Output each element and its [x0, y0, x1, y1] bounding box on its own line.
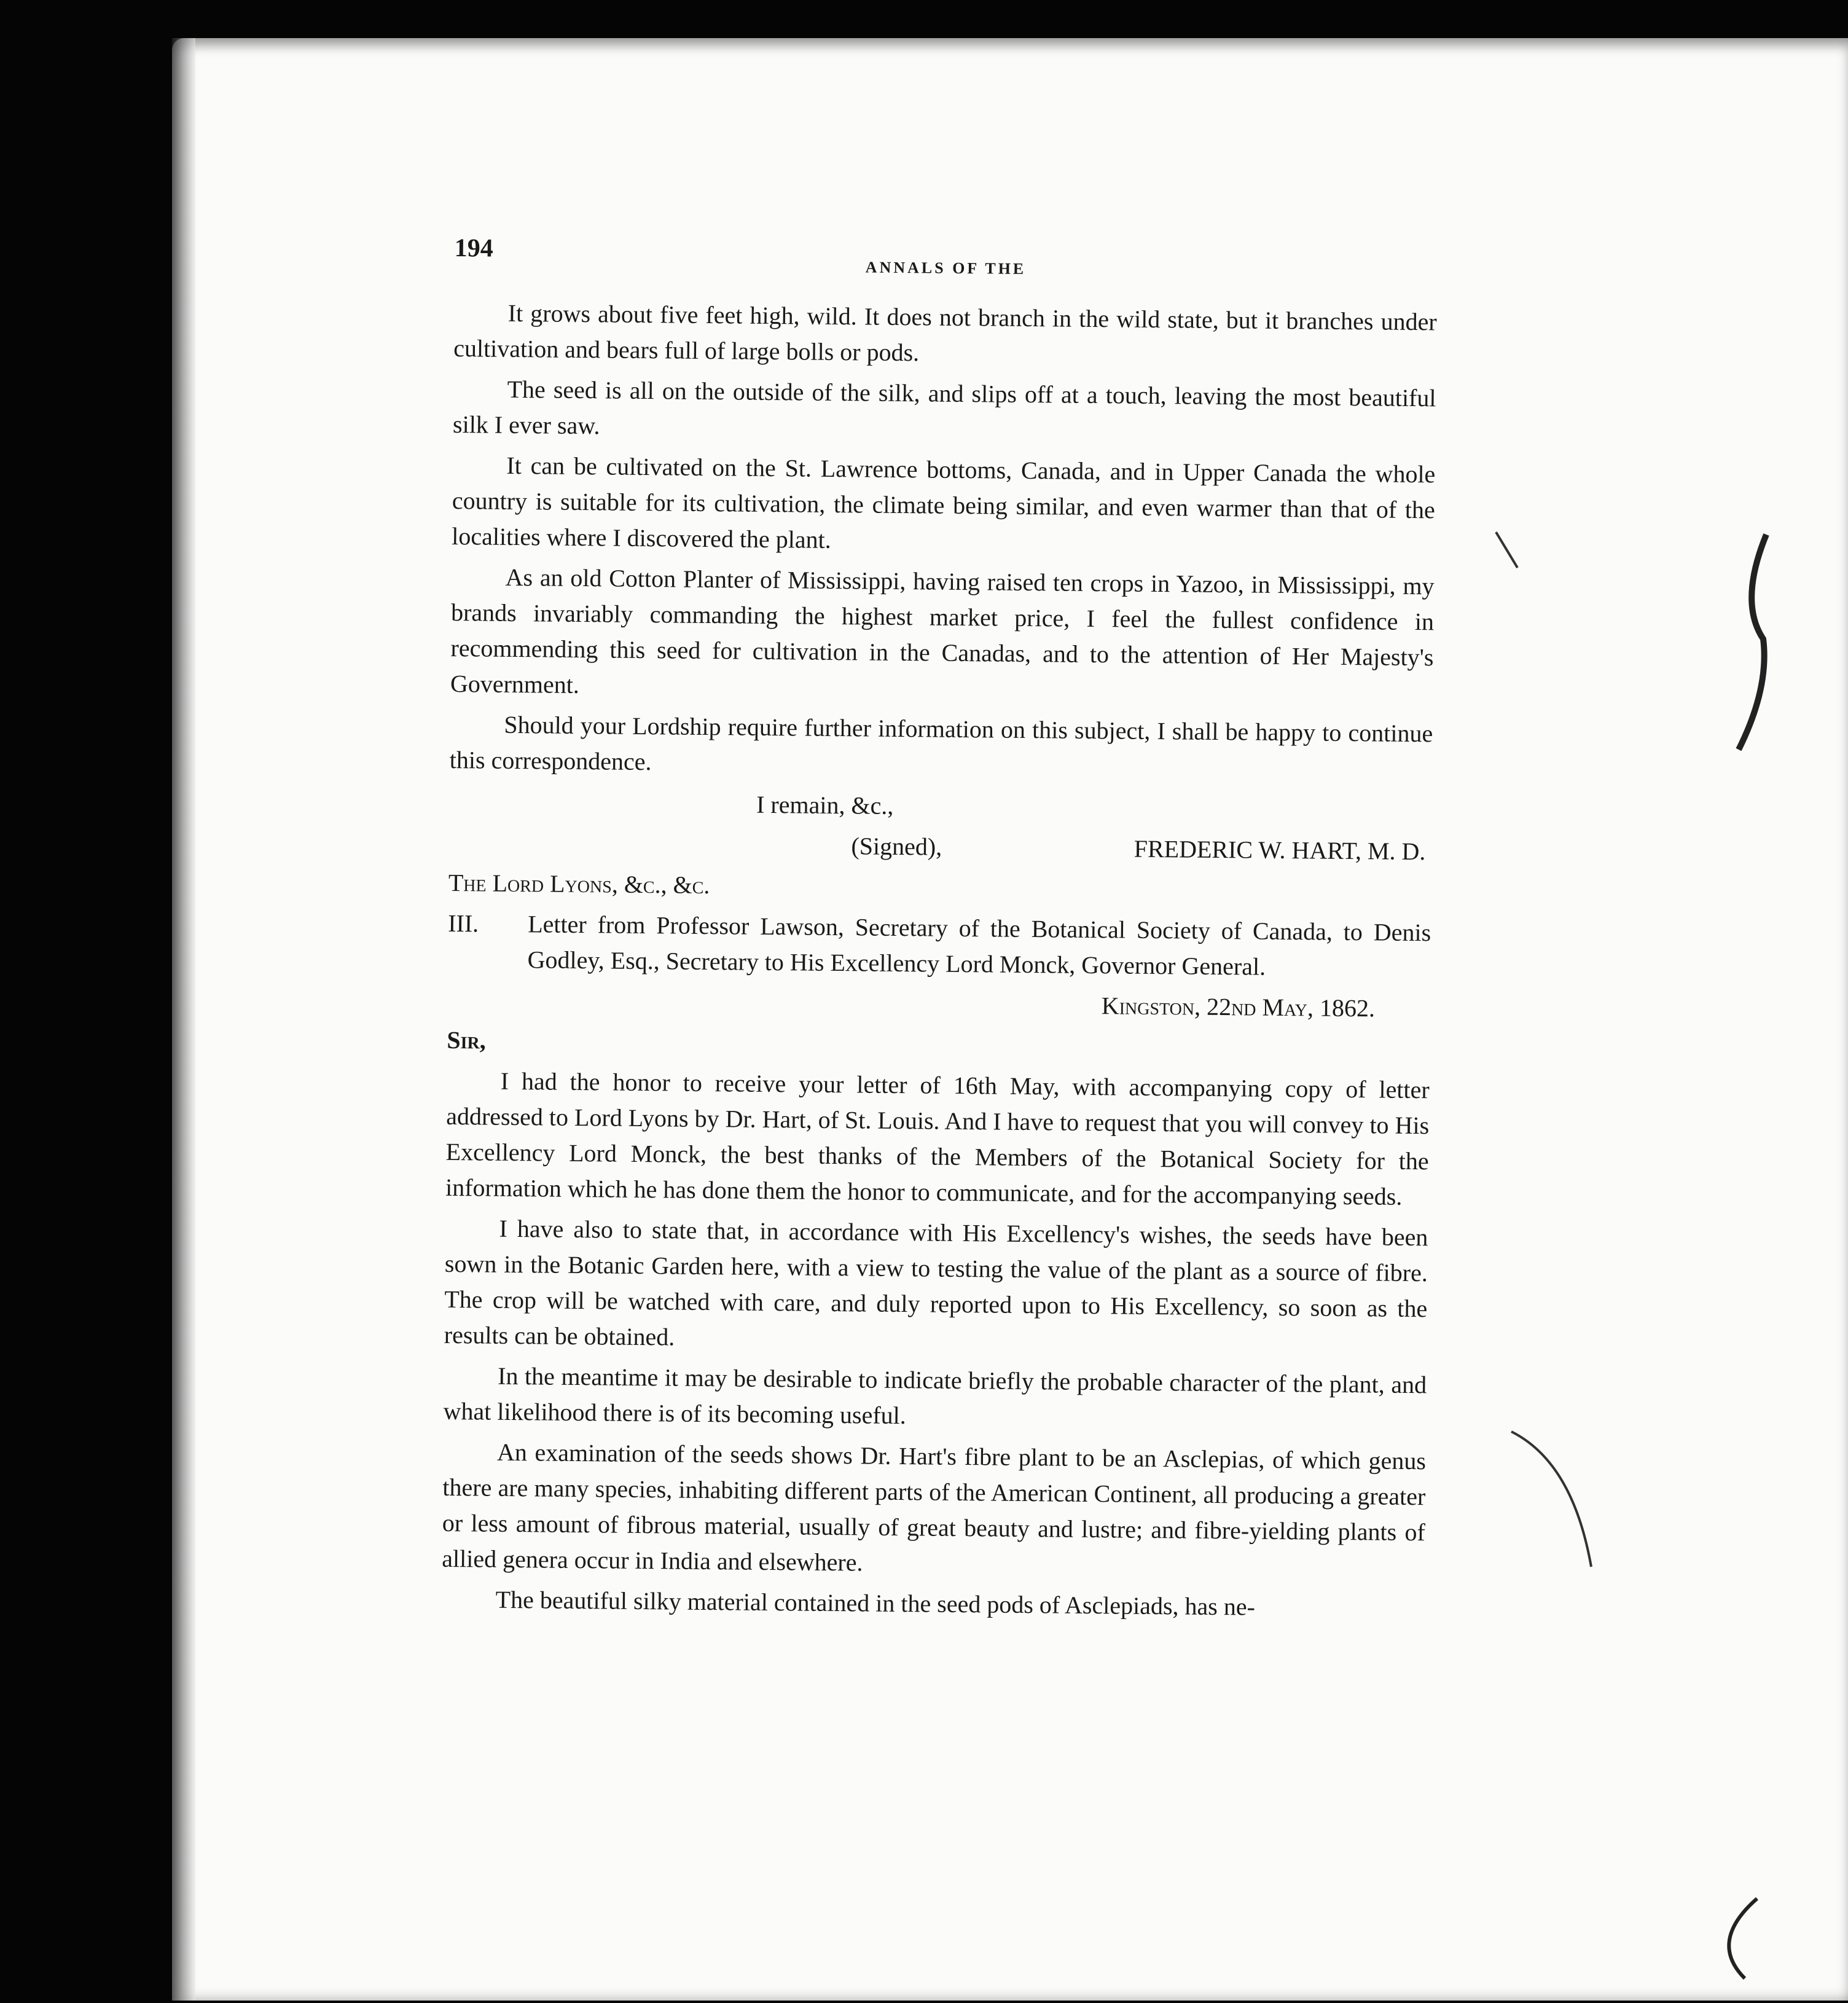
page-number: 194 [454, 233, 493, 263]
pencil-mark [1496, 532, 1517, 568]
paragraph: It grows about five feet high, wild. It does not branch in the wild state, but it branches under cultivation and bears full of large bolls or pods. [453, 299, 1437, 367]
signature-row [448, 825, 1431, 869]
body-text [441, 295, 1437, 1631]
section-heading [447, 906, 1431, 986]
section-title: Letter from Professor Lawson, Secretary of the Botanical Society of Canada, to Denis Godley, Esq., Secretary to His Excellency Lord Monck, Governor General. [527, 910, 1431, 981]
curve-mark [1511, 1432, 1591, 1567]
letter-salutation: Sir, [447, 1025, 486, 1054]
addressee: The Lord Lyons, &c., &c. [448, 868, 710, 900]
section-number: III. [448, 909, 479, 938]
paragraph: The seed is all on the outside of the silk, and slips off at a touch, leaving the most beautiful silk I ever saw. [452, 375, 1436, 440]
signed-label: (Signed), [851, 832, 942, 861]
letter-paragraph: I had the honor to receive your letter of 16th May, with accompanying copy of letter addressed to Lord Lyons by Dr. Hart, of St. Louis. And I have to request that you will convey to His Excellency Lord Monck, the best thanks of the Members of the Botanical Society for the information which he has done them the honor to communicate, and for the accompanying seeds. [445, 1067, 1430, 1210]
letter-paragraph: An examination of the seeds shows Dr. Hart's fibre plant to be an Asclepias, of which genus there are many species, inhabiting different parts of the American Continent, all producing a greater or less amount of fibrous material, usually of great beauty and lustre; and fibre-yielding plants of allied genera occur in India and elsewhere. [442, 1438, 1427, 1577]
brace-mark [1729, 1899, 1757, 1978]
margin-pencil-marks [1474, 528, 1848, 2003]
bracket-mark [1739, 535, 1766, 750]
signatory-name: FREDERIC W. HART, M. D. [1133, 834, 1426, 866]
letter-paragraph: I have also to state that, in accordance with His Excellency's wishes, the seeds have been sown in the Botanic Garden here, with a view to testing the value of the plant as a source of fibre. The crop will be watched with care, and duly reported upon to His Excellency, so soon as the results can be obtained. [444, 1214, 1428, 1351]
paragraph: As an old Cotton Planter of Mississippi, having raised ten crops in Yazoo, in Mississippi, my brands invariably commanding the highest market price, I feel the fullest confidence in recommending this seed for cultivation in the Canadas, and to the attention of Her Majesty's Government. [450, 563, 1435, 699]
paragraph: Should your Lordship require further information on this subject, I shall be happy to continue this correspondence. [449, 710, 1433, 776]
page-edge-shadow [172, 38, 195, 2001]
letter-dateline: Kingston, 22nd May, 1862. [1101, 992, 1376, 1022]
paragraph: It can be cultivated on the St. Lawrence bottoms, Canada, and in Upper Canada the whole country is suitable for its cultivation, the climate being similar, and even warmer than that of the localities where I discovered the plant. [452, 451, 1436, 554]
running-head: ANNALS OF THE [865, 258, 1027, 278]
letter-paragraph: In the meantime it may be desirable to indicate briefly the probable character of the plant, and what likelihood there is of its becoming useful. [443, 1362, 1427, 1430]
closing-remain: I remain, &c., [756, 790, 894, 820]
letter-paragraph: The beautiful silky material contained in the seed pods of Asclepiads, has ne- [495, 1585, 1256, 1621]
